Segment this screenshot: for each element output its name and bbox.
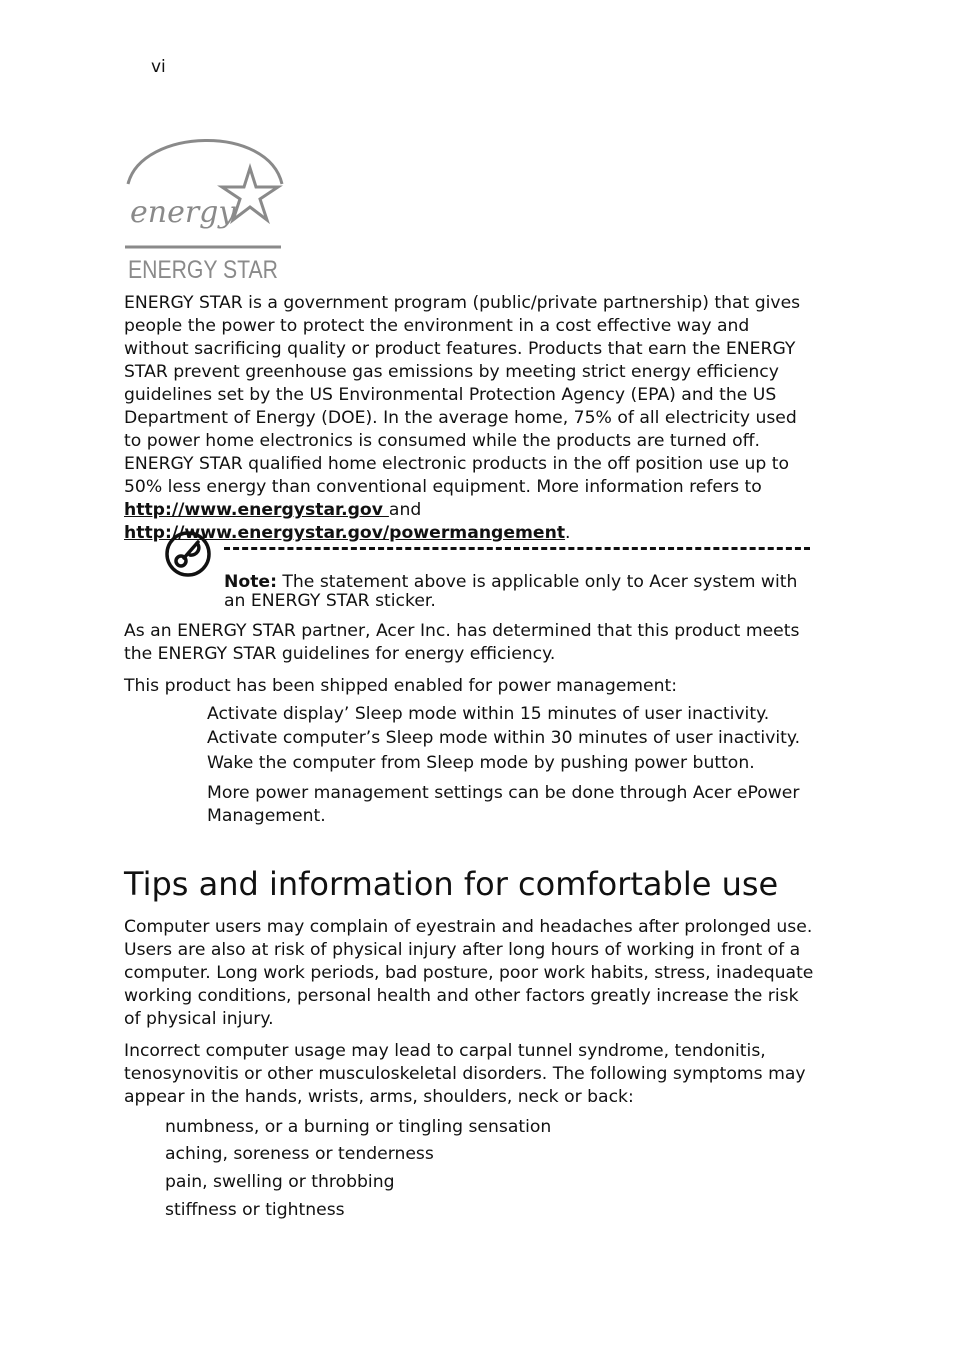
tips-paragraph: Computer users may complain of eyestrain and headaches after prolonged use. Users are also at risk of physical injury after long hours of working in front of a computer. Long work periods, bad posture, poor work habits, stress, inadequate working conditions, personal health and other factors greatly increase the risk of physical injury. [124, 917, 814, 1029]
page-number: vi [151, 57, 166, 77]
logo-caption: ENERGY STAR [128, 256, 278, 284]
and-text: and [388, 500, 422, 520]
symptom-item: stiffness or tightness [165, 1200, 345, 1220]
power-item: Wake the computer from Sleep mode by pushing power button. [207, 753, 755, 773]
energystar-powermanagement-link[interactable]: http://www.energystar.gov/powermangement [124, 523, 566, 543]
note-body: The statement above is applicable only to Acer system with an ENERGY STAR sticker. [224, 572, 798, 611]
note-label: Note: [224, 572, 277, 592]
power-item: Activate display’ Sleep mode within 15 minutes of user inactivity. [207, 704, 770, 724]
period-text: . [565, 523, 571, 543]
tips-paragraph: Incorrect computer usage may lead to carpal tunnel syndrome, tendonitis, tenosynovitis or other musculoskeletal disorders. The following symptoms may appear in the hands, wrists, arms, shoulders, neck or back: [124, 1041, 806, 1107]
partner-paragraph: As an ENERGY STAR partner, Acer Inc. has determined that this product meets the ENERGY STAR guidelines for energy efficiency. [124, 621, 800, 664]
symptom-item: aching, soreness or tenderness [165, 1144, 434, 1164]
shipped-paragraph: This product has been shipped enabled for power management: [124, 676, 678, 696]
symptom-item: pain, swelling or throbbing [165, 1172, 395, 1192]
note-divider [224, 547, 810, 550]
energy-star-logo-graphic [122, 134, 284, 284]
energy-star-paragraph-text: ENERGY STAR is a government program (public/private partnership) that gives people the power to protect the environment in a cost effective way and without sacrificing quality or product features. Products that earn the ENERGY STAR prevent greenhouse gas emissions by meeting strict energy efficiency guidelines set by the US Environmental Protection Agency (EPA) and the US Department of Energy (DOE). In the average home, 75% of all electricity used to power home electronics is consumed while the products are turned off. ENERGY STAR qualified home electronic products in the off position use up to 50% less energy than conventional equipment. More information refers to [124, 293, 801, 497]
note-text [224, 573, 814, 611]
energy-star-paragraph [124, 292, 814, 545]
power-item: Activate computer’s Sleep mode within 30 minutes of user inactivity. [207, 728, 801, 748]
power-item: More power management settings can be done through Acer ePower Management. [207, 783, 800, 826]
logo-script-text: energy [130, 195, 236, 230]
energy-star-logo [122, 134, 284, 284]
section-heading: Tips and information for comfortable use [124, 865, 779, 903]
energystar-link[interactable]: http://www.energystar.gov [124, 500, 389, 520]
symptom-item: numbness, or a burning or tingling sensation [165, 1117, 552, 1137]
note-icon [164, 530, 212, 578]
